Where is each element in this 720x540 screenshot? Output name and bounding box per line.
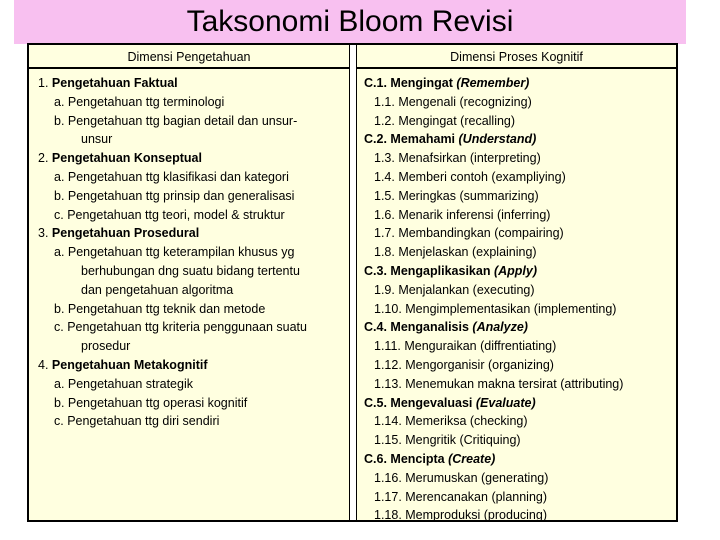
category-code: C.1. (364, 76, 387, 90)
category-english: (Evaluate) (475, 395, 536, 410)
category-code: C.6. (364, 451, 387, 466)
category-label: Mencipta (390, 451, 445, 466)
cognitive-category (357, 130, 676, 149)
cognitive-item: 1.9. Menjalankan (executing) (374, 282, 535, 297)
knowledge-item-line: c. Pengetahuan ttg teori, model & struktur (54, 207, 285, 222)
cognitive-item: 1.2. Mengingat (recalling) (374, 113, 516, 128)
knowledge-section (29, 356, 349, 375)
category-english: (Analyze) (472, 320, 528, 335)
cognitive-item: 1.13. Menemukan makna tersirat (attributing) (374, 376, 624, 391)
cognitive-item: 1.17. Merencanakan (planning) (374, 489, 548, 504)
knowledge-item-line: a. Pengetahuan ttg terminologi (54, 94, 225, 109)
section-number: 3. (38, 226, 49, 241)
cognitive-category (357, 318, 676, 337)
category-label: Menganalisis (390, 320, 469, 335)
knowledge-item-line: c. Pengetahuan ttg kriteria penggunaan suatu (54, 320, 307, 335)
cognitive-category (357, 74, 676, 93)
category-code: C.2. (364, 132, 387, 147)
knowledge-item-line: berhubungan dng suatu bidang tertentu (81, 263, 300, 278)
cognitive-item: 1.11. Menguraikan (diffrentiating) (374, 339, 557, 354)
knowledge-item-line: b. Pengetahuan ttg operasi kognitif (54, 395, 248, 410)
section-number: 2. (38, 151, 49, 166)
knowledge-section (29, 149, 349, 168)
knowledge-item-line: a. Pengetahuan ttg klasifikasi dan kategori (54, 169, 289, 184)
knowledge-item-line: a. Pengetahuan strategik (54, 376, 193, 391)
cognitive-item: 1.7. Membandingkan (compairing) (374, 226, 564, 241)
category-english: (Understand) (458, 132, 537, 147)
cognitive-item: 1.14. Memeriksa (checking) (374, 414, 528, 429)
knowledge-item-line: prosedur (81, 339, 131, 354)
category-code: C.4. (364, 320, 387, 335)
section-label: Pengetahuan Prosedural (51, 226, 200, 241)
title-bar (14, 0, 686, 44)
cognitive-category (357, 394, 676, 413)
category-label: Memahami (390, 132, 456, 147)
cognitive-item: 1.6. Menarik inferensi (inferring) (374, 207, 551, 222)
knowledge-dimension-column (29, 45, 349, 520)
section-number: 4. (38, 357, 49, 372)
category-code: C.5. (364, 395, 387, 410)
category-english: (Create) (448, 451, 496, 466)
cognitive-item: 1.3. Menafsirkan (interpreting) (374, 151, 541, 166)
cognitive-item: 1.4. Memberi contoh (exampliying) (374, 169, 566, 184)
category-english: (Remember) (456, 76, 530, 90)
cognitive-item: 1.10. Mengimplementasikan (implementing) (374, 301, 617, 316)
category-english: (Apply) (493, 263, 538, 278)
cognitive-process-list (357, 74, 676, 523)
knowledge-section (29, 74, 349, 93)
knowledge-dimension-header: Dimensi Pengetahuan (29, 45, 349, 69)
page-title: Taksonomi Bloom Revisi (186, 5, 514, 38)
knowledge-section (29, 224, 349, 243)
cognitive-category (357, 262, 676, 281)
knowledge-dimension-list (29, 74, 349, 520)
knowledge-item-line: unsur (81, 132, 113, 147)
category-code: C.3. (364, 263, 387, 278)
category-label: Mengevaluasi (390, 395, 473, 410)
cognitive-item: 1.8. Menjelaskan (explaining) (374, 245, 537, 260)
section-label: Pengetahuan Konseptual (51, 151, 202, 166)
category-label: Mengingat (390, 76, 453, 90)
cognitive-item: 1.18. Memproduksi (producing) (374, 508, 547, 523)
cognitive-item: 1.5. Meringkas (summarizing) (374, 188, 539, 203)
section-label: Pengetahuan Metakognitif (51, 357, 208, 372)
knowledge-item-line: c. Pengetahuan ttg diri sendiri (54, 414, 220, 429)
section-label: Pengetahuan Faktual (51, 76, 178, 90)
cognitive-item: 1.1. Mengenali (recognizing) (374, 94, 532, 109)
taxonomy-table (27, 43, 678, 522)
column-divider (349, 45, 357, 520)
knowledge-item-line: b. Pengetahuan ttg bagian detail dan unsur- (54, 113, 298, 128)
category-label: Mengaplikasikan (390, 263, 491, 278)
cognitive-item: 1.12. Mengorganisir (organizing) (374, 357, 554, 372)
cognitive-item: 1.15. Mengritik (Critiquing) (374, 433, 521, 448)
cognitive-process-column (357, 45, 676, 523)
section-number: 1. (38, 76, 49, 90)
knowledge-item-line: a. Pengetahuan ttg keterampilan khusus yg (54, 245, 295, 260)
knowledge-item-line: b. Pengetahuan ttg prinsip dan generalisasi (54, 188, 295, 203)
cognitive-item: 1.16. Merumuskan (generating) (374, 470, 549, 485)
knowledge-item-line: b. Pengetahuan ttg teknik dan metode (54, 301, 266, 316)
cognitive-category (357, 450, 676, 469)
knowledge-item-line: dan pengetahuan algoritma (81, 282, 234, 297)
cognitive-process-header: Dimensi Proses Kognitif (357, 45, 676, 69)
